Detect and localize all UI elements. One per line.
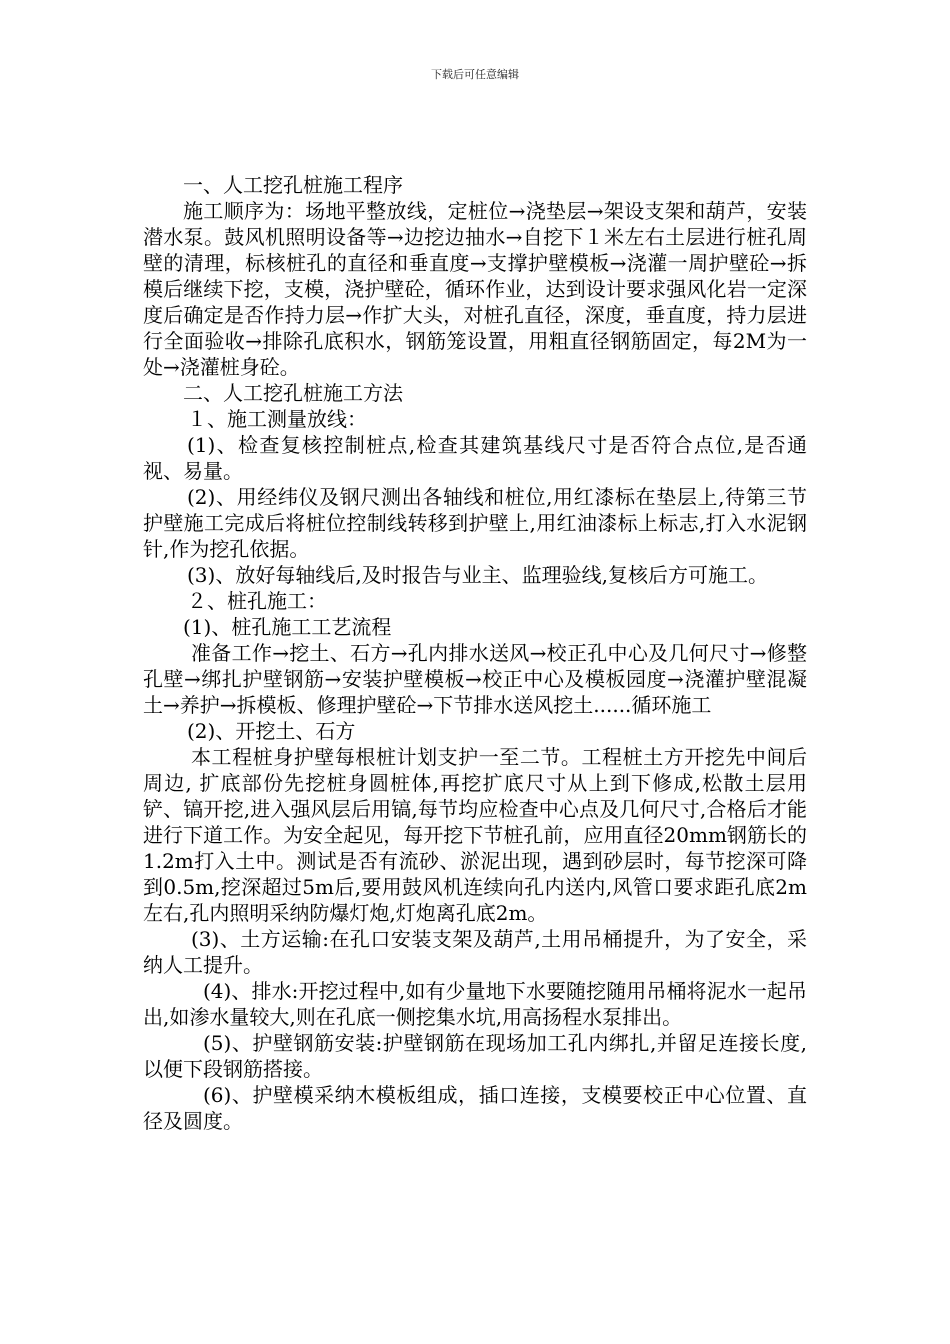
section-heading-1: 一、人工挖孔桩施工程序: [183, 173, 403, 197]
paragraph-item-1-3: (3)、放好每轴线后,及时报告与业主、监理验线,复核后方可施工。: [187, 563, 769, 587]
paragraph-item-2-1: (1)、桩孔施工工艺流程: [183, 615, 392, 639]
subheading-pile-hole: ２、桩孔施工：: [187, 589, 327, 613]
paragraph-item-1-1: (1)、检查复核控制桩点,检查其建筑基线尺寸是否符合点位,是否通视、易量。: [143, 433, 807, 483]
page-header-note: 下载后可任意编辑: [431, 68, 519, 81]
subheading-survey: １、施工测量放线：: [187, 407, 367, 431]
paragraph-item-2-5: (5)、护壁钢筋安装:护壁钢筋在现场加工孔内绑扎,并留足连接长度,以便下段钢筋搭接。: [143, 1031, 807, 1081]
paragraph-construction-sequence: 施工顺序为：场地平整放线，定桩位→浇垫层→架设支架和葫芦，安装潜水泵。鼓风机照明设备等→边挖边抽水→自挖下１米左右土层进行桩孔周壁的清理，标核桩孔的直径和垂直度→支撑护壁模板→浇灌一周护壁砼→拆模后继续下挖，支模，浇护壁砼，循环作业，达到设计要求强风化岩一定深度后确定是否作持力层→作扩大头，对桩孔直径，深度，垂直度，持力层进行全面验收→排除孔底积水，钢筋笼设置，用粗直径钢筋固定，每2M为一处→浇灌桩身砼。: [143, 199, 807, 379]
document-body: [143, 172, 807, 1134]
section-heading-2: 二、人工挖孔桩施工方法: [183, 381, 403, 405]
paragraph-item-2-2: (2)、开挖土、石方: [187, 719, 356, 743]
paragraph-process-flow: 准备工作→挖土、石方→孔内排水送风→校正孔中心及几何尺寸→修整孔壁→绑扎护壁钢筋→安装护壁模板→校正中心及模板园度→浇灌护壁混凝土→养护→拆模板、修理护壁砼→下节排水送风挖土......循环施工: [143, 641, 807, 717]
paragraph-item-2-3: (3)、土方运输:在孔口安装支架及葫芦,土用吊桶提升，为了安全，采纳人工提升。: [143, 927, 807, 977]
paragraph-item-2-4: (4)、排水:开挖过程中,如有少量地下水要随挖随用吊桶将泥水一起吊出,如渗水量较大,则在孔底一侧挖集水坑,用高扬程水泵排出。: [143, 979, 807, 1029]
paragraph-item-2-6: (6)、护壁模采纳木模板组成，插口连接，支模要校正中心位置、直径及圆度。: [143, 1083, 807, 1133]
paragraph-item-1-2: (2)、用经纬仪及钢尺测出各轴线和桩位,用红漆标在垫层上,待第三节护壁施工完成后将桩位控制线转移到护壁上,用红油漆标上标志,打入水泥钢针,作为挖孔依据。: [143, 485, 807, 561]
paragraph-excavation: 本工程桩身护壁每根桩计划支护一至二节。工程桩土方开挖先中间后周边, 扩底部份先挖桩身圆桩体,再挖扩底尺寸从上到下修成,松散土层用铲、镐开挖,进入强风层后用镐,每节均应检查中心点及几何尺寸,合格后才能进行下道工作。为安全起见，每开挖下节桩孔前，应用直径20mm钢筋长的1.2m打入土中。测试是否有流砂、淤泥出现，遇到砂层时，每节挖深可降到0.5m,挖深超过5m后,要用鼓风机连续向孔内送内,风管口要求距孔底2m左右,孔内照明采纳防爆灯炮,灯炮离孔底2m。: [143, 745, 807, 925]
